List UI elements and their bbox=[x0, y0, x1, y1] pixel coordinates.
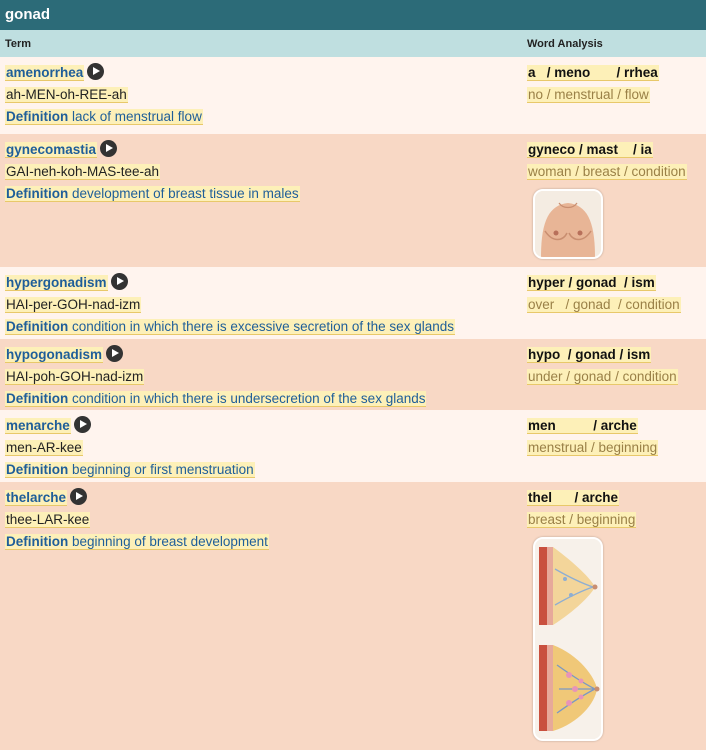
term-name[interactable]: menarche bbox=[6, 418, 70, 433]
play-audio-icon[interactable] bbox=[70, 488, 87, 505]
word-analysis-cell bbox=[527, 344, 678, 388]
word-meaning: woman / breast / condition bbox=[528, 164, 686, 179]
play-audio-icon[interactable] bbox=[111, 273, 128, 290]
table-row bbox=[0, 482, 706, 750]
word-meaning: no / menstrual / flow bbox=[528, 87, 649, 102]
definition-text: development of breast tissue in males bbox=[72, 186, 299, 201]
word-meaning: breast / beginning bbox=[528, 512, 636, 527]
word-meaning: menstrual / beginning bbox=[528, 440, 658, 455]
word-parts: thel / arche bbox=[528, 490, 619, 505]
term-cell bbox=[5, 62, 203, 128]
definition-text: condition in which there is excessive secretion of the sex glands bbox=[72, 319, 454, 334]
table-row bbox=[0, 410, 706, 482]
term-cell bbox=[5, 415, 255, 481]
word-parts: gyneco / mast / ia bbox=[528, 142, 652, 157]
word-parts: hypo / gonad / ism bbox=[528, 347, 651, 362]
word-parts: a / meno / rrhea bbox=[528, 65, 658, 80]
word-analysis-cell bbox=[527, 415, 658, 459]
male-chest-illustration bbox=[535, 191, 601, 257]
pronunciation: ah-MEN-oh-REE-ah bbox=[6, 87, 127, 102]
word-analysis-cell bbox=[527, 487, 636, 531]
play-audio-icon[interactable] bbox=[74, 416, 91, 433]
pronunciation: thee-LAR-kee bbox=[6, 512, 90, 527]
definition-label: Definition bbox=[6, 319, 69, 334]
male-chest-image[interactable] bbox=[533, 189, 603, 259]
definition-text: beginning or first menstruation bbox=[72, 462, 254, 477]
breast-development-illustration bbox=[535, 539, 601, 739]
pronunciation: GAI-neh-koh-MAS-tee-ah bbox=[6, 164, 160, 179]
word-analysis-column-header: Word Analysis bbox=[527, 38, 603, 50]
section-title: gonad bbox=[5, 6, 50, 23]
definition-label: Definition bbox=[6, 534, 69, 549]
pronunciation: men-AR-kee bbox=[6, 440, 82, 455]
word-meaning: under / gonad / condition bbox=[528, 369, 677, 384]
definition-label: Definition bbox=[6, 109, 69, 124]
term-column-header: Term bbox=[5, 38, 32, 50]
term-cell bbox=[5, 139, 300, 205]
term-name[interactable]: thelarche bbox=[6, 490, 67, 505]
term-cell bbox=[5, 344, 426, 410]
word-analysis-cell bbox=[527, 139, 687, 183]
word-analysis-cell bbox=[527, 62, 659, 106]
term-cell bbox=[5, 487, 269, 553]
term-name[interactable]: gynecomastia bbox=[6, 142, 97, 157]
definition-text: lack of menstrual flow bbox=[72, 109, 202, 124]
term-cell bbox=[5, 272, 455, 338]
table-row bbox=[0, 267, 706, 339]
word-parts: men / arche bbox=[528, 418, 637, 433]
term-name[interactable]: amenorrhea bbox=[6, 65, 84, 80]
section-header bbox=[0, 0, 706, 30]
term-name[interactable]: hypogonadism bbox=[6, 347, 103, 362]
table-row bbox=[0, 57, 706, 134]
pronunciation: HAI-poh-GOH-nad-izm bbox=[6, 369, 144, 384]
word-meaning: over / gonad / condition bbox=[528, 297, 680, 312]
play-audio-icon[interactable] bbox=[100, 140, 117, 157]
word-parts: hyper / gonad / ism bbox=[528, 275, 655, 290]
definition-label: Definition bbox=[6, 186, 69, 201]
play-audio-icon[interactable] bbox=[106, 345, 123, 362]
pronunciation: HAI-per-GOH-nad-izm bbox=[6, 297, 141, 312]
breast-development-image[interactable] bbox=[533, 537, 603, 741]
definition-label: Definition bbox=[6, 462, 69, 477]
column-header-row bbox=[0, 30, 706, 57]
definition-text: beginning of breast development bbox=[72, 534, 268, 549]
play-audio-icon[interactable] bbox=[87, 63, 104, 80]
table-row bbox=[0, 134, 706, 267]
table-row bbox=[0, 339, 706, 410]
term-name[interactable]: hypergonadism bbox=[6, 275, 107, 290]
word-analysis-cell bbox=[527, 272, 681, 316]
definition-label: Definition bbox=[6, 391, 69, 406]
definition-text: condition in which there is undersecretion of the sex glands bbox=[72, 391, 426, 406]
